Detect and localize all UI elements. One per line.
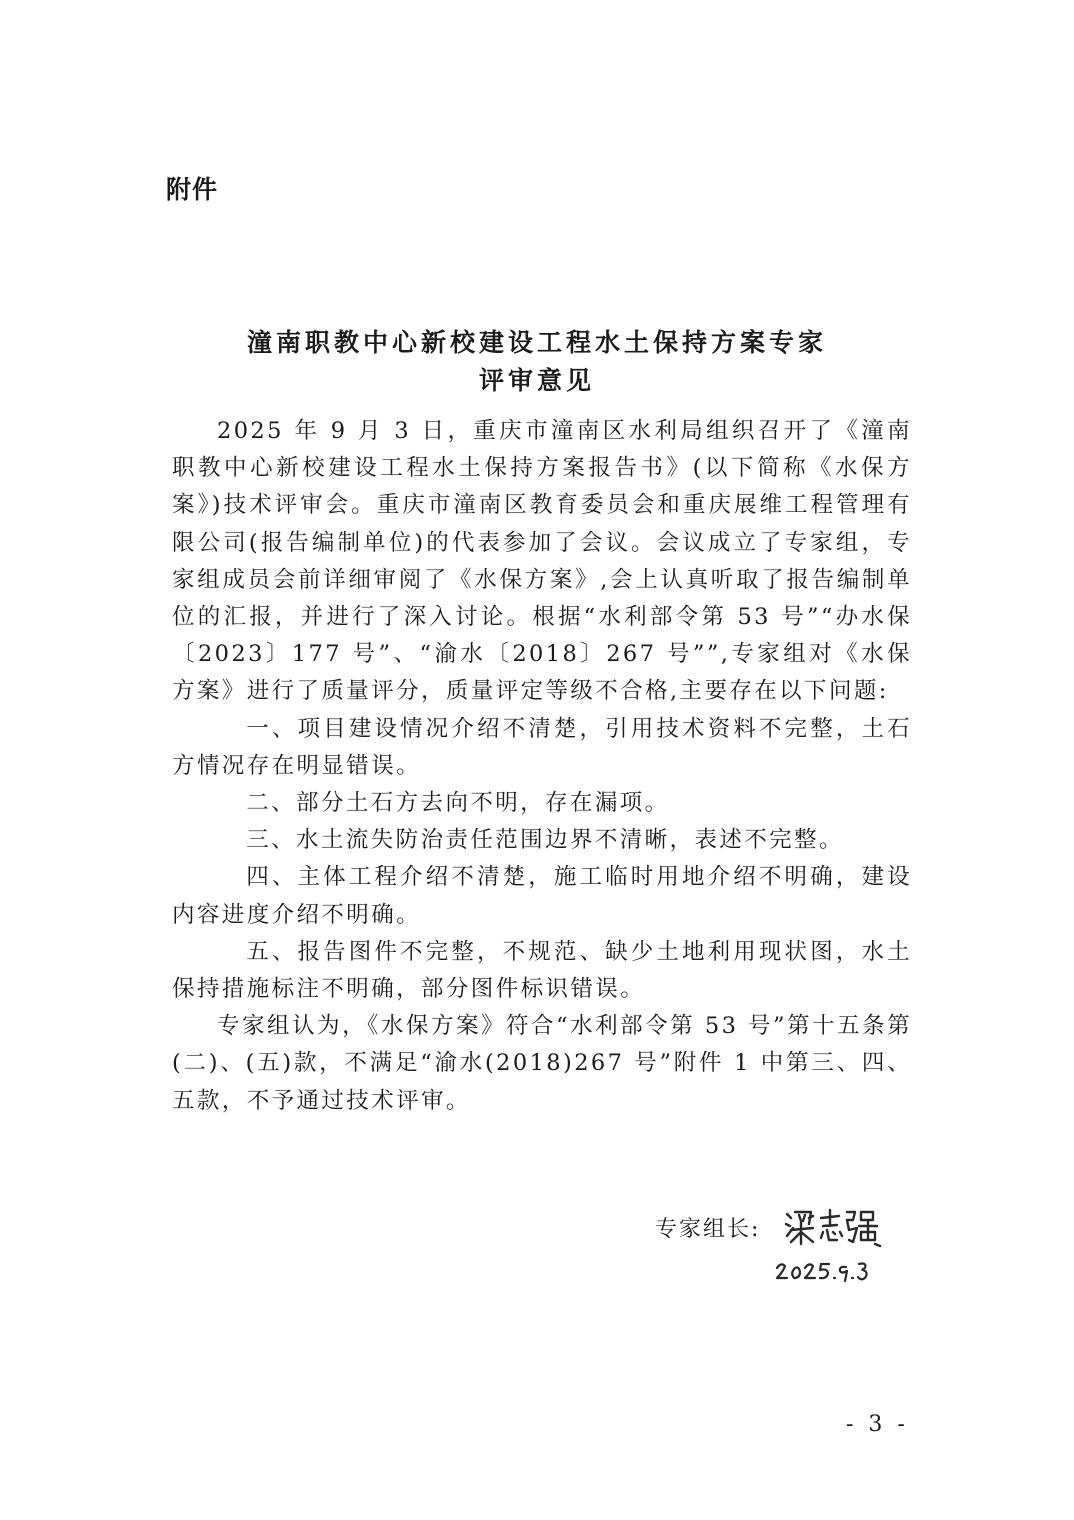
document-body xyxy=(172,413,912,1120)
issue-item-1: 一、项目建设情况介绍不清楚，引用技术资料不完整，土石方情况存在明显错误。 xyxy=(172,715,912,779)
issue-item-2: 二、部分土石方去向不明，存在漏项。 xyxy=(246,790,670,817)
handwritten-date xyxy=(773,1254,873,1284)
document-title-line-2: 评审意见 xyxy=(478,366,595,395)
issue-item-4: 四、主体工程介绍不清楚，施工临时用地介绍不明确，建设内容进度介绍不明确。 xyxy=(172,864,912,928)
signature-block xyxy=(655,1212,895,1292)
document-title xyxy=(0,324,1074,400)
issue-item-3: 三、水土流失防治责任范围边界不清晰，表述不完整。 xyxy=(246,827,844,854)
signature-label: 专家组长: xyxy=(655,1217,761,1242)
intro-paragraph: 2025 年 9 月 3 日，重庆市潼南区水利局组织召开了《潼南职教中心新校建设工程水土保持方案报告书》(以下简称《水保方案》)技术评审会。重庆市潼南区教育委员会和重庆展维工程管理有限公司(报告编制单位)的代表参加了会议。会议成立了专家组，专家组成员会前详细审阅了《水保方案》,会上认真听取了报告编制单位的汇报，并进行了深入讨论。根据“水利部令第 53 号”“办水保〔2023〕177 号”、“渝水〔2018〕267 号””,专家组对《水保方案》进行了质量评分，质量评定等级不合格,主要存在以下问题: xyxy=(172,418,912,705)
conclusion-paragraph: 专家组认为，《水保方案》符合“水利部令第 53 号”第十五条第(二)、(五)款，不满足“渝水(2018)267 号”附件 1 中第三、四、五款，不予通过技术评审。 xyxy=(172,1013,912,1114)
document-title-line-1: 潼南职教中心新校建设工程水土保持方案专家 xyxy=(246,328,827,357)
handwritten-signature xyxy=(783,1204,883,1248)
issue-item-5: 五、报告图件不完整，不规范、缺少土地利用现状图，水土保持措施标注不明确，部分图件标识错误。 xyxy=(172,938,912,1003)
attachment-label: 附件 xyxy=(166,175,219,204)
page-number: - 3 - xyxy=(846,1412,909,1437)
